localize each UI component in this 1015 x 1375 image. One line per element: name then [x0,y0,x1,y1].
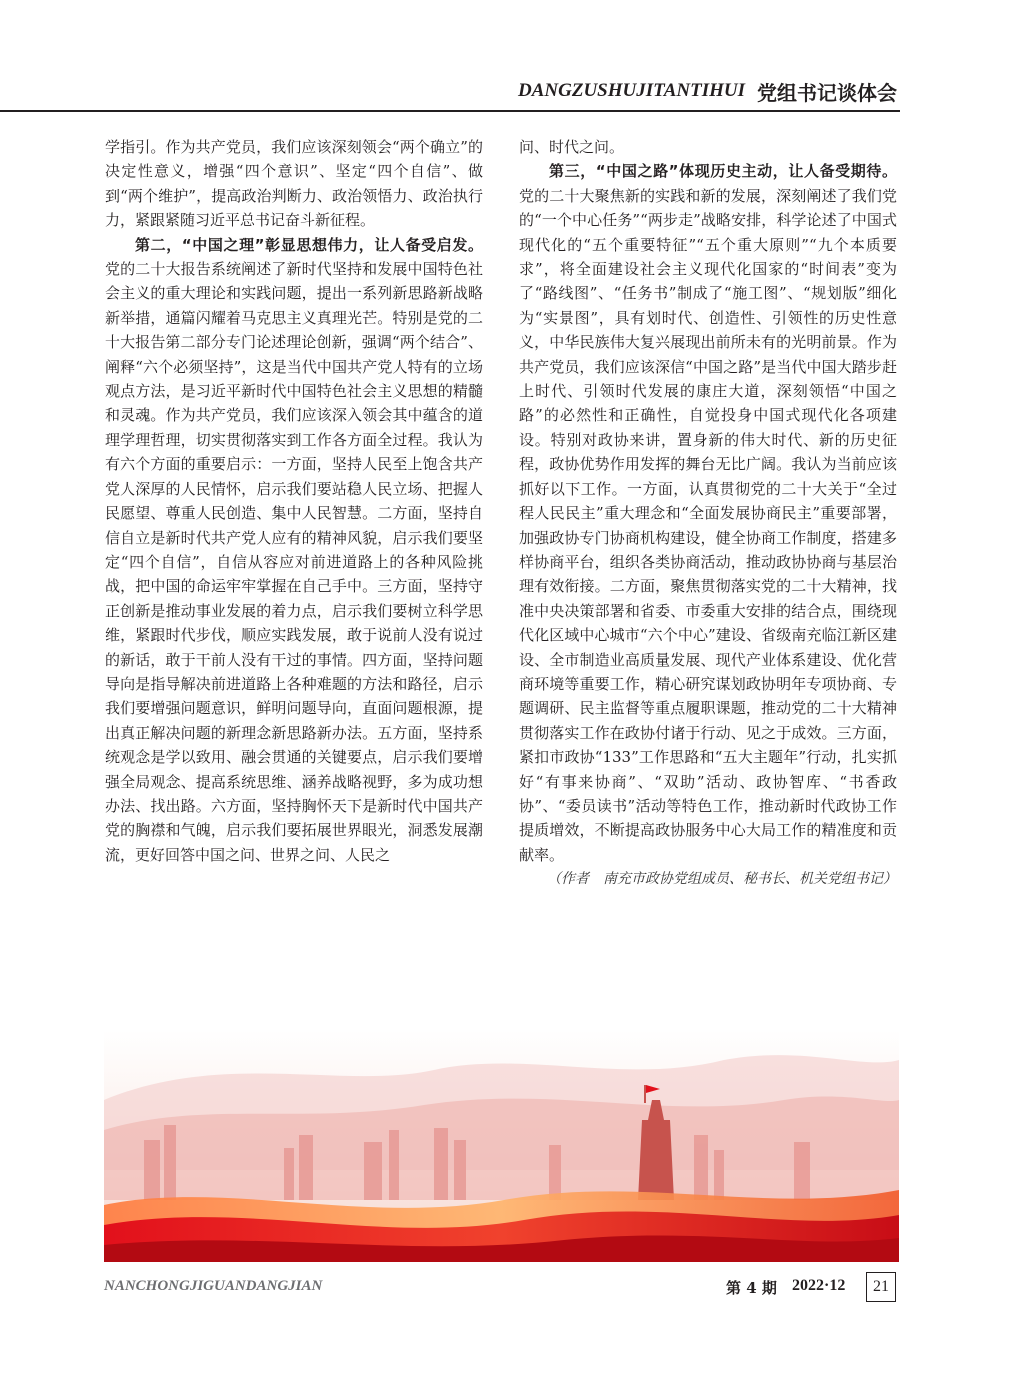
paragraph-continued: 学指引。作为共产党员，我们应该深刻领会“两个确立”的决定性意义，增强“四个意识”、坚定“四个自信”、做到“两个维护”，提高政治判断力、政治领悟力、政治执行力，紧跟紧随习近平总书记奋斗新征程。 [105,138,483,230]
footer-publication-pinyin: NANCHONGJIGUANDANGJIAN [104,1278,323,1294]
point-heading: 第二，“中国之理”彰显思想伟力，让人备受启发。 [135,235,483,254]
right-column [519,135,897,892]
paragraph-second-point [105,233,483,868]
page-number: 21 [866,1272,896,1302]
left-column [105,135,483,867]
footer-issue: 第 4 期 [726,1279,777,1297]
page-footer [0,1268,1015,1308]
header-rule [0,110,900,112]
paragraph-body: 党的二十大聚焦新的实践和新的发展，深刻阐述了我们党的“一个中心任务”“两步走”战略安排，科学论述了中国式现代化的“五个重要特征”“五个重大原则”“九个本质要求”，将全面建设社会主义现代化国家的“时间表”变为了“路线图”、“任务书”制成了“施工图”、“规划版”细化为“实景图”，具有划时代、创造性、引领性的历史性意义，中华民族伟大复兴展现出前所未有的光明前景。作为共产党员，我们应该深信“中国之路”是当代中国大踏步赶上时代、引领时代发展的康庄大道，深刻领悟“中国之路”的必然性和正确性，自觉投身中国式现代化各项建设。特别对政协来讲，置身新的伟大时代、新的历史征程，政协优势作用发挥的舞台无比广阔。我认为当前应该抓好以下工作。一方面，认真贯彻党的二十大关于“全过程人民民主”重大理念和“全面发展协商民主”重要部署，加强政协专门协商机构建设，健全协商工作制度，搭建多样协商平台，组织各类协商活动，推动政协协商与基层治理有效衔接。二方面，聚焦贯彻落实党的二十大精神，找准中央决策部署和省委、市委重大安排的结合点，围绕现代化区域中心城市“六个中心”建设、省级南充临江新区建设、全市制造业高质量发展、现代产业体系建设、优化营商环境等重要工作，精心研究谋划政协明年专项协商、专题调研、民主监督等重点履职课题，推动党的二十大精神贯彻落实工作在政协付诸于行动、见之于成效。三方面，紧扣市政协“133”工作思路和“五大主题年”行动，扎实抓好“有事来协商”、“双助”活动、政协智库、“书香政协”、“委员读书”活动等特色工作，推动新时代政协工作提质增效，不断提高政协服务中心大局工作的精准度和贡献率。 [519,186,897,864]
running-header [0,74,897,108]
header-pinyin: DANGZUSHUJITANTIHUI [518,80,745,101]
point-heading: 第三，“中国之路”体现历史主动，让人备受期待。 [549,162,897,181]
decorative-banner [104,1030,899,1262]
author-byline: （作者 南充市政协党组成员、秘书长、机关党组书记） [547,871,897,888]
cityscape-flag-icon [104,1030,899,1262]
footer-date: 2022·12 [792,1277,846,1294]
header-column-title: 党组书记谈体会 [757,80,897,105]
paragraph-continued: 问、时代之问。 [519,138,625,156]
paragraph-third-point [519,159,897,867]
paragraph-body: 党的二十大报告系统阐述了新时代坚持和发展中国特色社会主义的重大理论和实践问题，提出一系列新思路新战略新举措，通篇闪耀着马克思主义真理光芒。特别是党的二十大报告第二部分专门论述理论创新，强调“两个结合”、阐释“六个必须坚持”，这是当代中国共产党人特有的立场观点方法，是习近平新时代中国特色社会主义思想的精髓和灵魂。作为共产党员，我们应该深入领会其中蕴含的道理学理哲理，切实贯彻落实到工作各方面全过程。我认为有六个方面的重要启示：一方面，坚持人民至上饱含共产党人深厚的人民情怀，启示我们要站稳人民立场、把握人民愿望、尊重人民创造、集中人民智慧。二方面，坚持自信自立是新时代共产党人应有的精神风貌，启示我们要坚定“四个自信”，自信从容应对前进道路上的各种风险挑战，把中国的命运牢牢掌握在自己手中。三方面，坚持守正创新是推动事业发展的着力点，启示我们要树立科学思维，紧跟时代步伐，顺应实践发展，敢于说前人没有说过的新话，敢于干前人没有干过的事情。四方面，坚持问题导向是指导解决前进道路上各种难题的方法和路径，启示我们要增强问题意识，鲜明问题导向，直面问题根源，提出真正解决问题的新理念新思路新办法。五方面，坚持系统观念是学以致用、融会贯通的关键要点，启示我们要增强全局观念、提高系统思维、涵养战略视野，多为成功想办法、找出路。六方面，坚持胸怀天下是新时代中国共产党的胸襟和气魄，启示我们要拓展世界眼光，洞悉发展潮流，更好回答中国之问、世界之问、人民之 [105,260,483,864]
